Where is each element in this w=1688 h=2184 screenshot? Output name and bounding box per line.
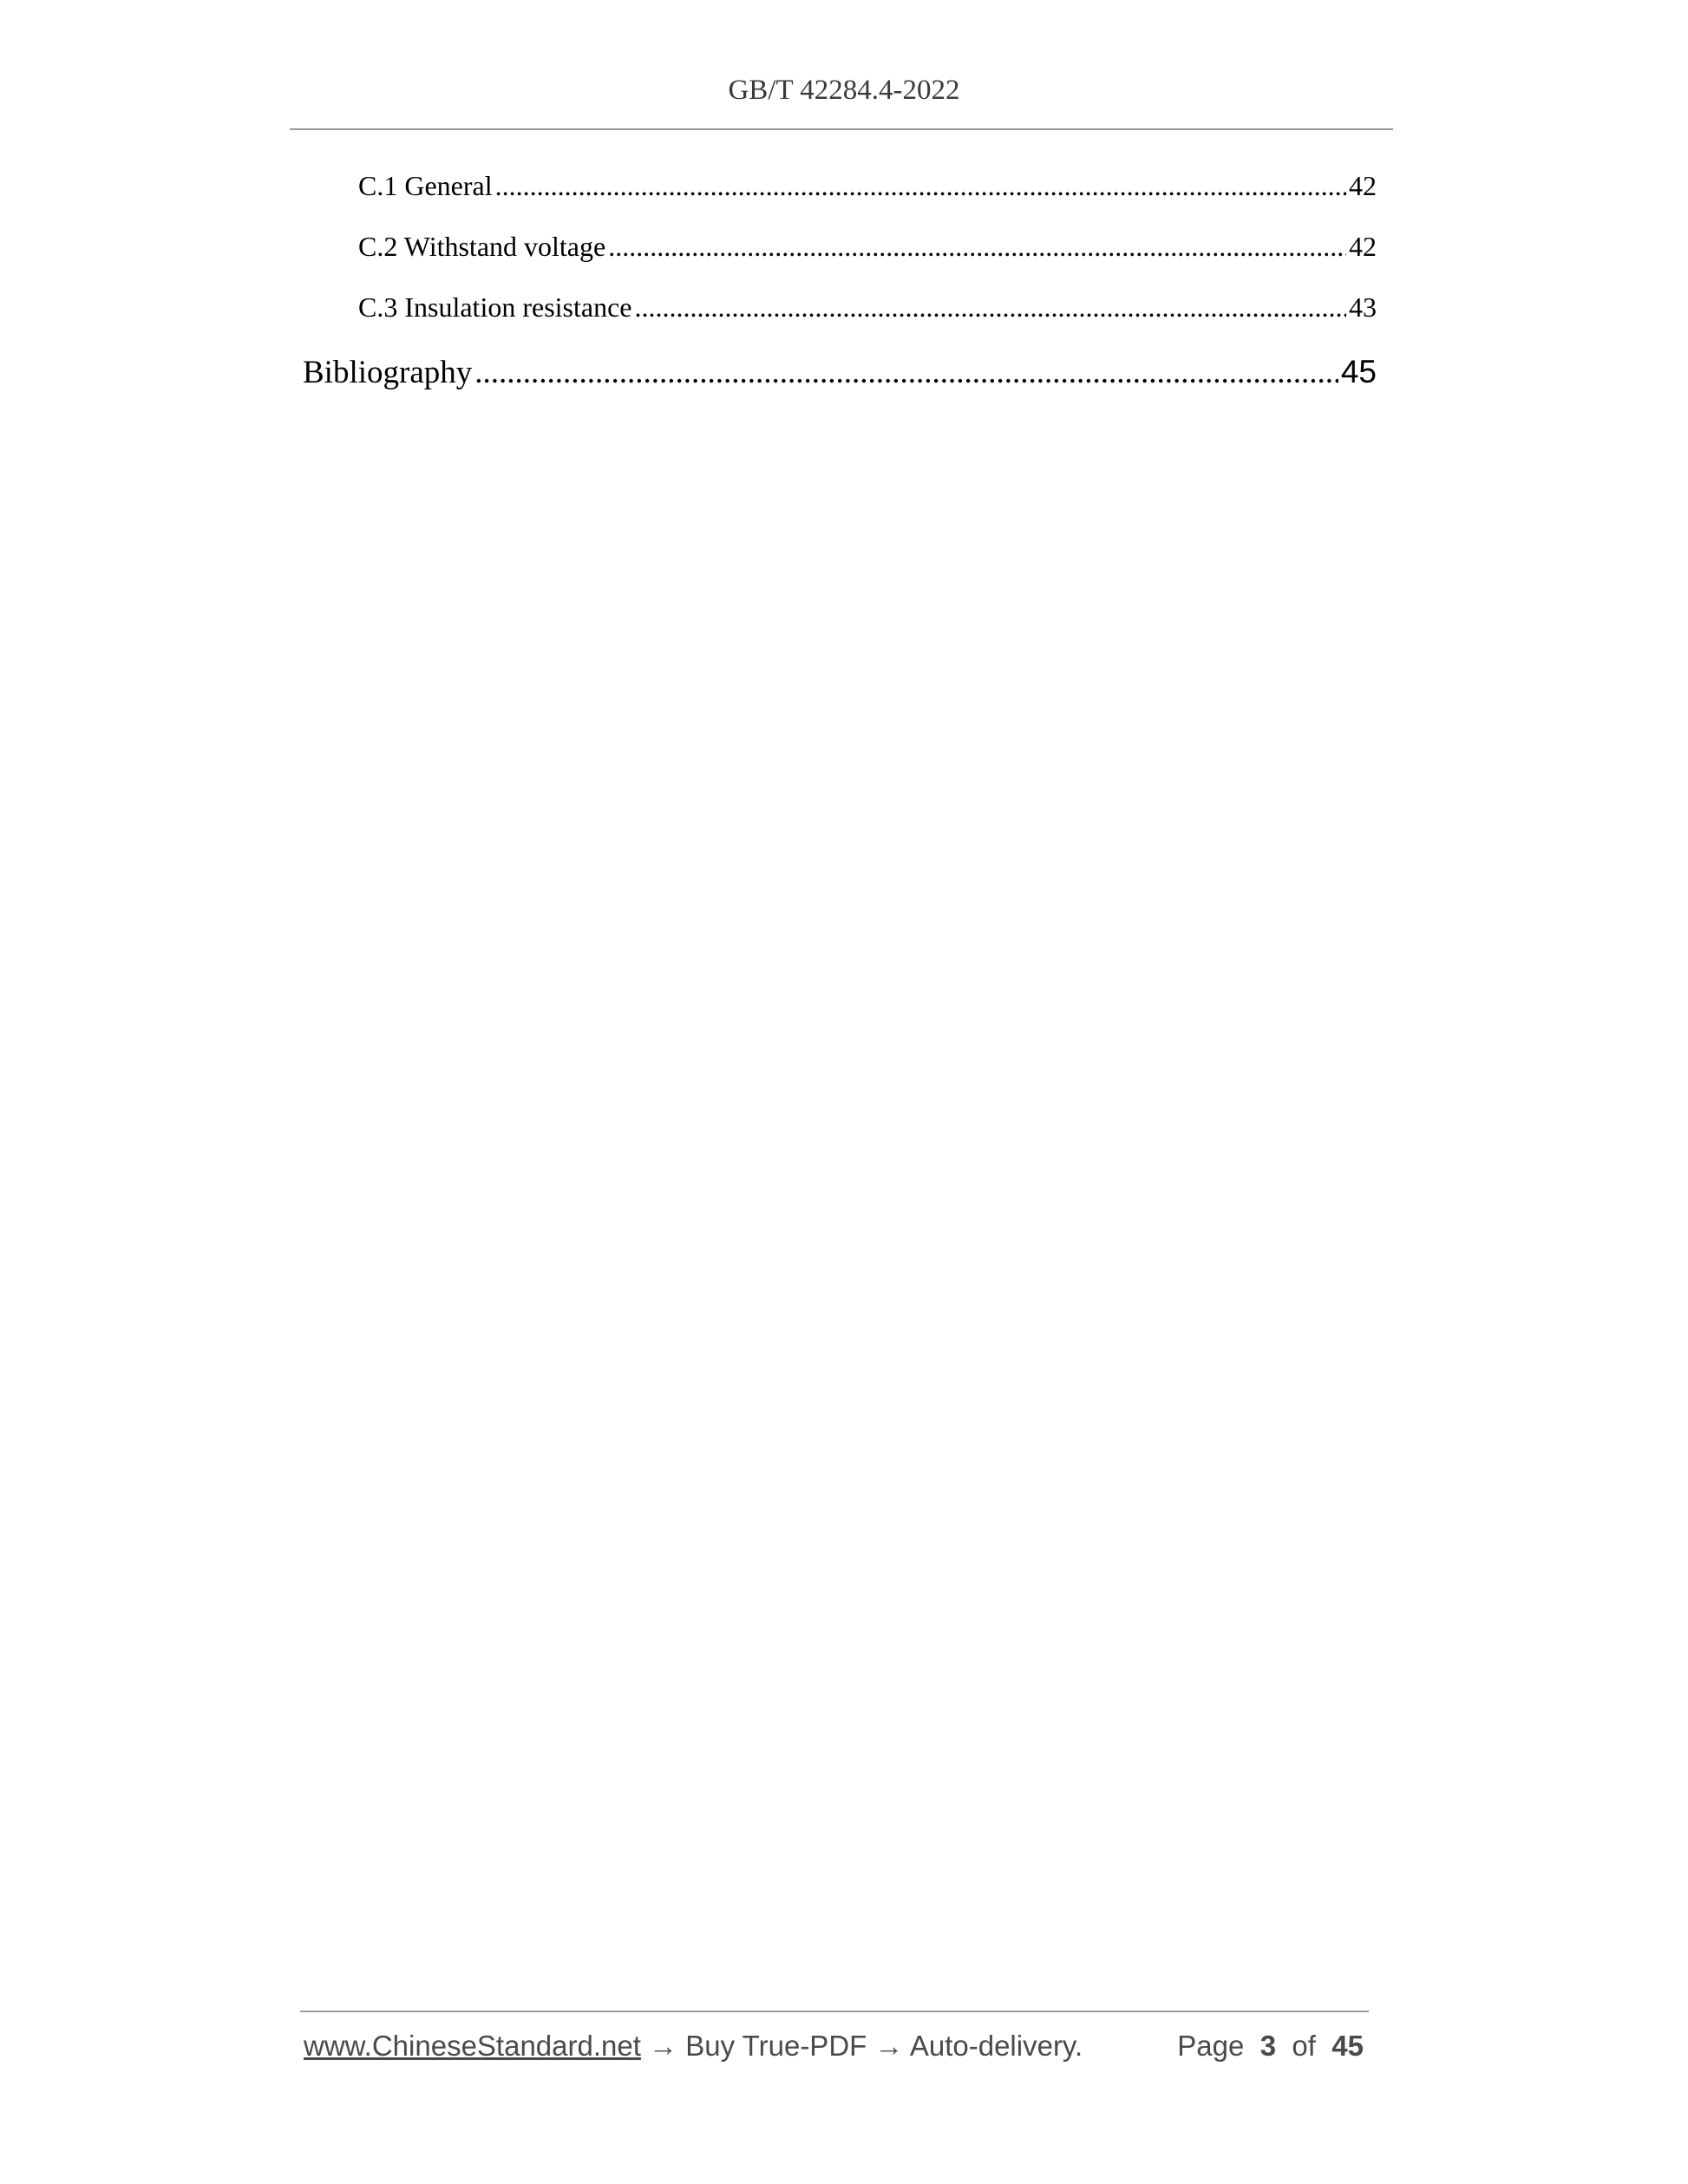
toc-entry-page: 42 — [1349, 170, 1377, 201]
toc-entry-bibliography[interactable] — [303, 354, 1377, 391]
toc-dot-leader — [608, 231, 1346, 263]
toc-entry-page: 45 — [1340, 354, 1377, 389]
page-footer — [304, 2030, 1369, 2071]
toc-entry-label: C.3 Insulation resistance — [358, 291, 632, 323]
toc-entry-label: Bibliography — [303, 355, 473, 390]
page-current: 3 — [1259, 2030, 1277, 2062]
footer-promo — [304, 2030, 1083, 2063]
page-of-word: of — [1292, 2030, 1316, 2062]
header-divider — [290, 128, 1393, 130]
toc-entry-page: 43 — [1349, 291, 1377, 323]
page-word: Page — [1177, 2030, 1245, 2062]
document-code: GB/T 42284.4-2022 — [728, 75, 960, 106]
toc-entry-label: C.1 General — [358, 170, 493, 201]
toc-dot-leader — [495, 170, 1346, 202]
footer-divider — [300, 2011, 1369, 2012]
toc-entry-c1[interactable] — [358, 170, 1377, 202]
toc-dot-leader — [634, 291, 1346, 324]
page-number — [1177, 2030, 1364, 2063]
toc-entry-page: 42 — [1349, 231, 1377, 262]
toc-entry-c2[interactable] — [358, 231, 1377, 263]
website-link[interactable]: www.ChineseStandard.net — [304, 2030, 641, 2062]
footer-delivery-text: Auto-delivery. — [909, 2030, 1083, 2062]
arrow-right-icon: → — [874, 2030, 904, 2062]
toc-dot-leader — [474, 354, 1338, 391]
toc-entry-c3[interactable] — [358, 291, 1377, 324]
footer-buy-text: Buy True-PDF — [685, 2030, 867, 2062]
page-total: 45 — [1331, 2030, 1364, 2062]
toc-entry-label: C.2 Withstand voltage — [358, 231, 606, 262]
arrow-right-icon: → — [649, 2030, 678, 2062]
